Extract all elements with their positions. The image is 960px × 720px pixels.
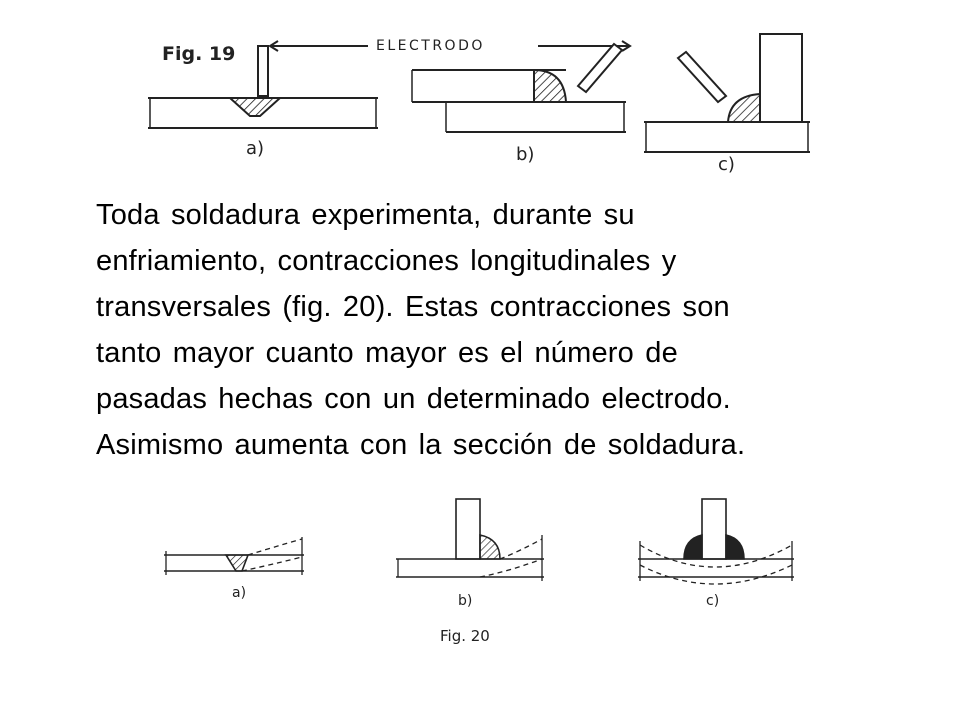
fig19-c-electrode (678, 52, 726, 102)
figure-20-diagram (150, 485, 810, 655)
fig20-a-weld-bead (226, 555, 248, 571)
paragraph-line: Asimismo aumenta con la sección de soldadura. (96, 429, 746, 461)
fig20-c-double-fillet (638, 499, 794, 609)
electrode-label: ELECTRODO (376, 38, 485, 54)
fig20-b-weld-bead (480, 535, 500, 559)
paragraph-line: enfriamiento, contracciones longitudinales y (96, 245, 677, 277)
figure-19-caption: Fig. 19 (162, 43, 236, 65)
fig19-c-label: c) (718, 154, 735, 175)
fig20-c-vertical-plate (702, 499, 726, 559)
fig19-b-label: b) (516, 144, 535, 165)
fig20-a-label: a) (232, 585, 247, 601)
paragraph-line: pasadas hechas con un determinado electrodo. (96, 383, 731, 415)
paragraph-line: tanto mayor cuanto mayor es el número de (96, 337, 678, 369)
fig20-b-label: b) (458, 593, 473, 609)
fig20-b-distortion-line (500, 539, 542, 559)
figure-20-caption: Fig. 20 (440, 627, 490, 645)
body-paragraph (96, 192, 916, 468)
fig19-a-electrode (258, 46, 268, 96)
fig20-b-vertical-plate (456, 499, 480, 559)
fig20-b-tee-weld (396, 499, 544, 609)
fig19-c-weld-bead (728, 94, 760, 122)
fig20-c-weld-bead-left (684, 535, 702, 559)
fig19-b-weld-bead (534, 70, 566, 102)
paragraph-line: transversales (fig. 20). Estas contracciones son (96, 291, 730, 323)
fig19-c-tee-weld (644, 34, 810, 175)
fig19-b-lap-weld (412, 44, 626, 165)
fig19-c-vertical-plate (760, 34, 802, 122)
paragraph-line: Toda soldadura experimenta, durante su (96, 199, 635, 231)
fig19-a-label: a) (246, 138, 265, 159)
fig19-b-electrode (578, 44, 622, 92)
fig20-c-label: c) (706, 593, 720, 609)
figure-19-diagram (130, 20, 830, 180)
fig19-a-weld-bead (230, 98, 280, 116)
fig20-a-distortion-line (248, 539, 302, 555)
fig20-c-weld-bead-right (726, 535, 744, 559)
fig20-a-butt-weld (164, 537, 304, 601)
